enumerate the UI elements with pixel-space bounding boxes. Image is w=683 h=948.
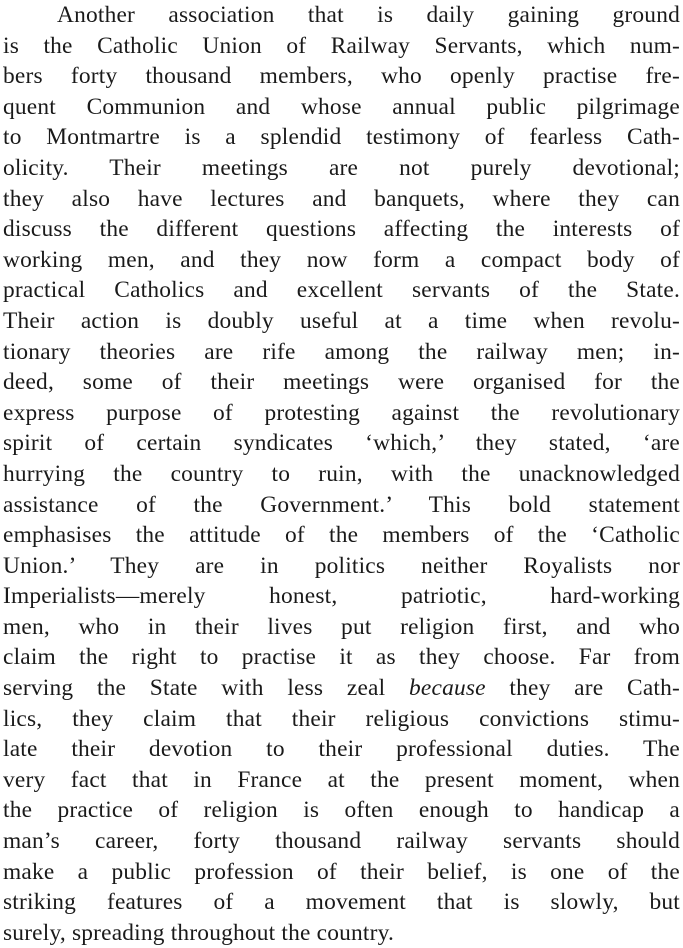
text-line: claim the right to practise it as they choose. Far from [3, 644, 680, 671]
text-line: working men, and they now form a compact body of [3, 246, 680, 273]
text-line: practical Catholics and excellent servants of the State. [3, 277, 680, 304]
text-line-with-italic [3, 673, 680, 704]
text-line: they also have lectures and banquets, where they can [3, 185, 680, 212]
text-segment: serving the State with less zeal [3, 675, 410, 702]
text-line: lics, they claim that their religious convictions stimu- [3, 705, 680, 732]
text-line: hurrying the country to ruin, with the unacknowledged [3, 460, 680, 487]
text-line: olicity. Their meetings are not purely devotional; [3, 154, 680, 181]
text-line: to Montmartre is a splendid testimony of fearless Cath- [3, 124, 680, 151]
text-line: Imperialists—merely honest, patriotic, hard-working [3, 583, 680, 610]
text-line: the practice of religion is often enough to handicap a [3, 797, 680, 824]
text-line: Union.’ They are in politics neither Royalists nor [3, 552, 680, 579]
text-line: men, who in their lives put religion first, and who [3, 613, 680, 640]
text-line: deed, some of their meetings were organised for the [3, 369, 680, 396]
text-segment: they are Cath- [485, 675, 680, 702]
text-line: emphasises the attitude of the members of the ‘Catholic [3, 522, 680, 549]
text-line: bers forty thousand members, who openly practise fre- [3, 63, 680, 90]
text-line: very fact that in France at the present moment, when [3, 766, 680, 793]
text-line: Their action is doubly useful at a time when revolu- [3, 307, 680, 334]
text-line: quent Communion and whose annual public pilgrimage [3, 93, 680, 120]
text-line: late their devotion to their professional duties. The [3, 736, 680, 763]
document-page [3, 0, 680, 946]
text-line: assistance of the Government.’ This bold statement [3, 491, 680, 518]
text-line: discuss the different questions affecting the interests of [3, 216, 680, 243]
text-line: man’s career, forty thousand railway servants should [3, 828, 680, 855]
text-line: tionary theories are rife among the railway men; in- [3, 338, 680, 365]
text-line: make a public profession of their belief, is one of the [3, 858, 680, 885]
text-line: striking features of a movement that is slowly, but [3, 889, 680, 916]
text-line: spirit of certain syndicates ‘which,’ they stated, ‘are [3, 430, 680, 457]
text-line: express purpose of protesting against the revolutionary [3, 399, 680, 426]
text-line: Another association that is daily gaining ground [57, 2, 680, 28]
text-line: surely, spreading throughout the country. [3, 919, 395, 946]
italic-word: because [409, 675, 486, 702]
body-paragraph [3, 0, 680, 948]
text-line: is the Catholic Union of Railway Servants, which num- [3, 32, 680, 59]
